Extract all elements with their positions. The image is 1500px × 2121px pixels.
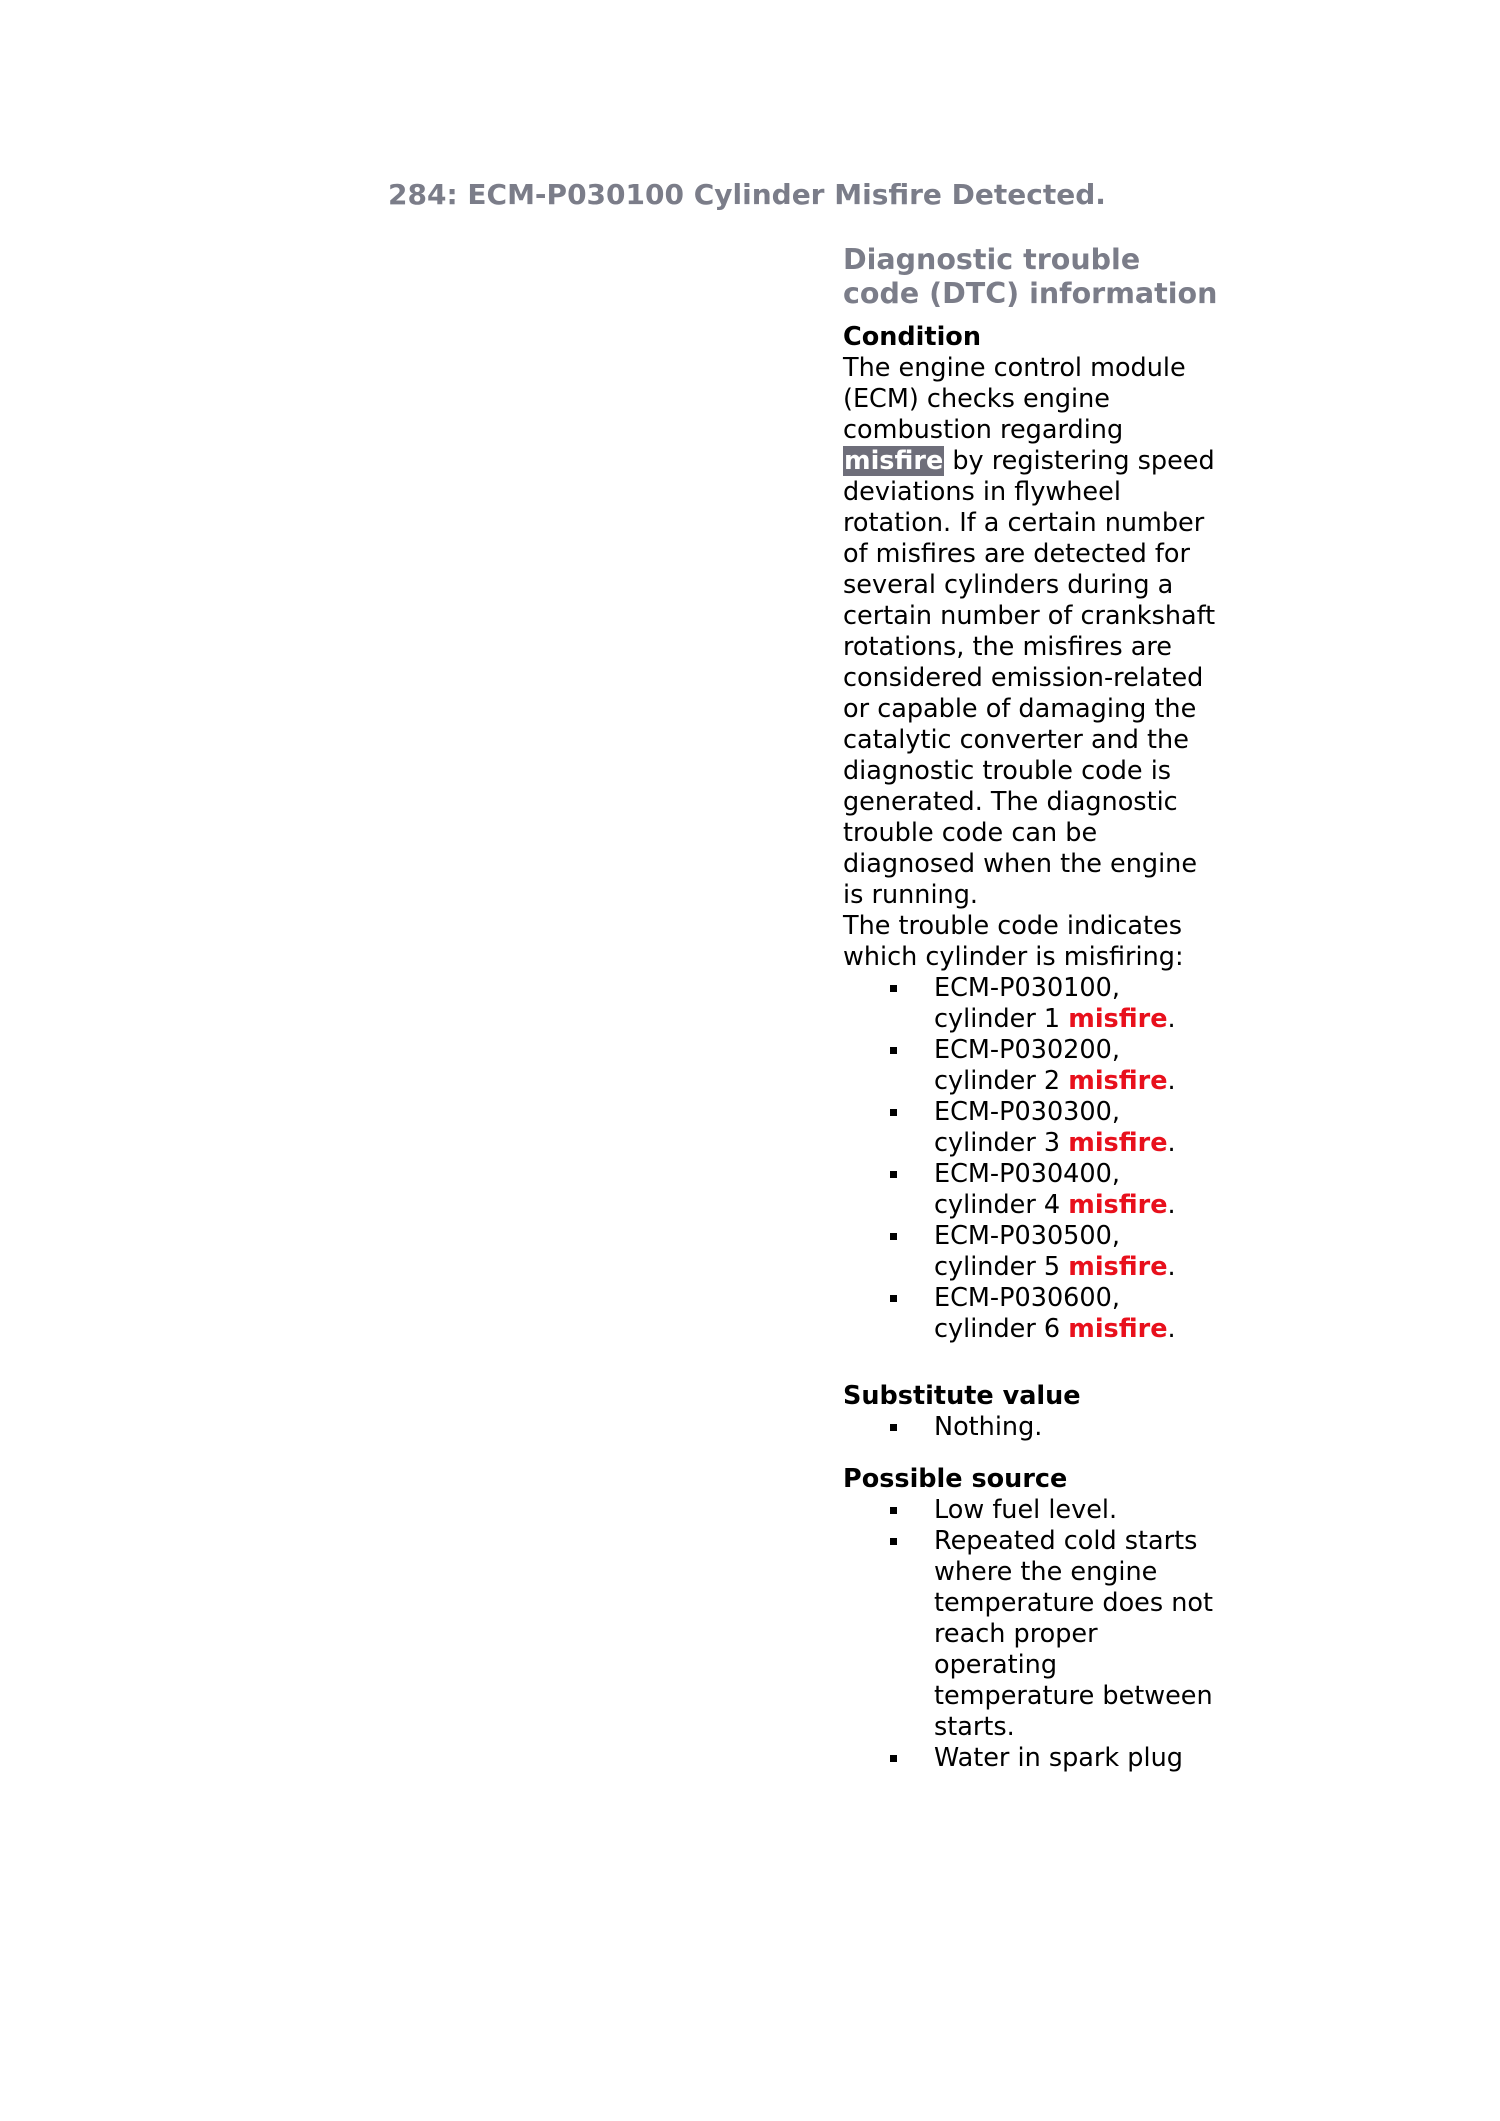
page-title: 284: ECM-P030100 Cylinder Misfire Detected.	[388, 178, 1106, 211]
substitute-value-heading: Substitute value	[843, 1381, 1081, 1411]
possible-source-heading: Possible source	[843, 1464, 1068, 1494]
dtc-content-column	[843, 243, 1223, 1774]
code-text: ECM-P030500, cylinder 5	[934, 1221, 1120, 1282]
code-end: .	[1167, 1004, 1176, 1034]
trouble-code-list	[843, 973, 1223, 1345]
code-text: ECM-P030400, cylinder 4	[934, 1159, 1120, 1220]
list-item: Water in spark plug	[934, 1743, 1223, 1774]
list-item	[934, 973, 1223, 1035]
misfire-keyword: misfire	[1068, 1004, 1168, 1034]
code-text: ECM-P030100, cylinder 1	[934, 973, 1120, 1034]
list-item: Low fuel level.	[934, 1495, 1223, 1526]
list-item	[934, 1221, 1223, 1283]
misfire-keyword: misfire	[1068, 1252, 1168, 1282]
trouble-code-intro: The trouble code indicates which cylinder is misfiring:	[843, 911, 1184, 972]
dtc-info-heading: Diagnostic trouble code (DTC) information	[843, 243, 1218, 310]
code-end: .	[1167, 1066, 1176, 1096]
misfire-keyword: misfire	[1068, 1066, 1168, 1096]
code-text: ECM-P030600, cylinder 6	[934, 1283, 1120, 1344]
misfire-highlight: misfire	[844, 446, 944, 476]
code-text: ECM-P030300, cylinder 3	[934, 1097, 1120, 1158]
misfire-keyword: misfire	[1068, 1190, 1168, 1220]
condition-heading: Condition	[843, 322, 981, 352]
list-item	[934, 1097, 1223, 1159]
substitute-value-list	[843, 1412, 1223, 1443]
condition-text-after: by registering speed deviations in flywheel rotation. If a certain number of misfires are detected for several cylinders during a certain number of crankshaft rotations, the misfires are considered emission-related or capable of damaging the catalytic converter and the diagnostic trouble code is generated. The diagnostic trouble code can be diagnosed when the engine is running.	[843, 446, 1216, 910]
possible-source-list	[843, 1495, 1223, 1774]
list-item: Repeated cold starts where the engine temperature does not reach proper operating temperature between starts.	[934, 1526, 1223, 1743]
misfire-keyword: misfire	[1068, 1128, 1168, 1158]
misfire-keyword: misfire	[1068, 1314, 1168, 1344]
code-end: .	[1167, 1252, 1176, 1282]
list-item	[934, 1283, 1223, 1345]
condition-text-before: The engine control module (ECM) checks engine combustion regarding	[843, 353, 1186, 445]
condition-paragraph	[843, 353, 1223, 911]
code-end: .	[1167, 1314, 1176, 1344]
code-text: ECM-P030200, cylinder 2	[934, 1035, 1120, 1096]
code-end: .	[1167, 1128, 1176, 1158]
list-item: Nothing.	[934, 1412, 1223, 1443]
list-item	[934, 1035, 1223, 1097]
list-item	[934, 1159, 1223, 1221]
code-end: .	[1167, 1190, 1176, 1220]
